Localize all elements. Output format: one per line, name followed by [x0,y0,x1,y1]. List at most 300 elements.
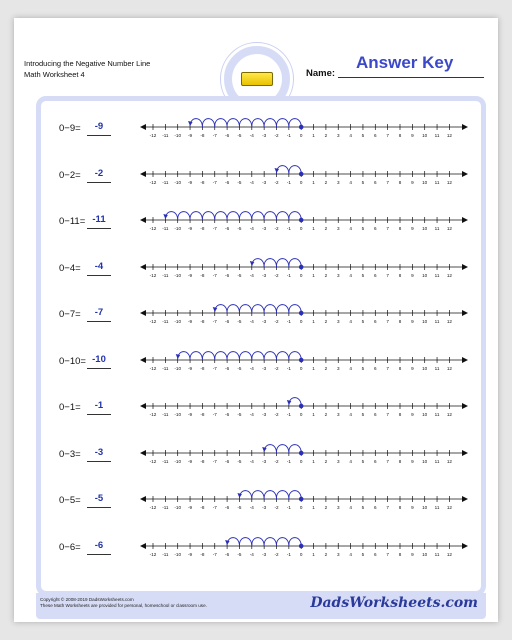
tick-label: 1 [312,551,315,557]
hop-arc [239,212,251,220]
left-arrow-icon [140,543,146,549]
tick-label: 11 [434,505,440,510]
tick-label: -4 [249,365,254,371]
tick-label: 7 [386,319,389,324]
tick-label: 4 [349,458,352,464]
tick-label: -12 [149,412,157,417]
problem-row [41,255,481,285]
tick-label: -11 [162,179,169,185]
tick-label: -1 [286,133,291,138]
hop-arc [264,491,276,499]
start-dot [299,264,304,269]
tick-label: -2 [274,133,279,138]
tick-label: -4 [249,412,254,417]
tick-label: -7 [212,505,217,510]
hop-arc [202,119,214,127]
problem-equation: 0−3= [59,448,81,460]
tick-label: 2 [324,458,328,464]
problem-equation: 0−4= [59,262,81,274]
tick-label: 12 [446,272,452,278]
tick-label: 12 [446,551,452,557]
tick-label: -9 [188,272,193,278]
tick-label: -3 [262,505,267,510]
tick-label: 2 [324,365,328,371]
problem-equation: 0−5= [59,495,81,506]
right-arrow-icon [462,496,468,502]
tick-label: -8 [200,272,205,278]
answer-field[interactable]: -6 [87,540,111,555]
tick-label: 1 [312,458,315,464]
tick-label: -3 [262,272,267,278]
number-line [139,301,469,331]
left-arrow-icon [140,450,146,456]
right-arrow-icon [462,450,468,456]
tick-label: -1 [286,412,291,417]
tick-label: 5 [361,319,365,324]
tick-label: 11 [434,133,440,138]
tick-label: 0 [299,319,303,324]
tick-label: -7 [212,551,217,557]
tick-label: 11 [434,272,440,278]
tick-label: -8 [200,412,205,417]
left-arrow-icon [140,403,146,409]
hop-arc [239,537,251,545]
tick-label: -9 [188,551,193,557]
tick-label: -2 [274,551,279,557]
problem-row [41,394,481,424]
tick-label: -7 [212,365,217,371]
tick-label: 3 [336,133,340,138]
start-dot [299,218,304,223]
tick-label: 12 [446,458,452,464]
tick-label: -5 [237,319,242,324]
tick-label: -10 [174,133,182,138]
hop-arrow-icon [287,400,292,405]
tick-label: -6 [225,551,230,557]
tick-label: 6 [374,226,377,231]
tick-label: 5 [361,412,365,417]
tick-label: -3 [262,133,267,138]
hop-arc [277,212,289,220]
hop-arc [239,351,251,359]
left-arrow-icon [140,264,146,270]
tick-label: -8 [200,179,205,185]
tick-label: -7 [212,226,217,231]
tick-label: 6 [374,458,377,464]
start-dot [299,357,304,362]
tick-label: -12 [149,505,157,510]
tick-label: -10 [174,505,182,510]
problem-equation: 0−6= [59,541,81,553]
tick-label: -1 [286,551,291,557]
hop-arrow-icon [188,121,193,126]
footer [36,593,486,619]
tick-label: 2 [324,133,328,138]
tick-label: -9 [188,319,193,324]
right-arrow-icon [462,403,468,409]
tick-label: 6 [374,319,377,324]
tick-label: -9 [188,179,193,185]
tick-label: -10 [174,272,182,278]
tick-label: 3 [336,179,340,185]
tick-label: -4 [249,272,254,278]
answer-field[interactable]: -1 [87,400,111,415]
tick-label: -6 [225,133,230,138]
tick-label: 11 [434,551,440,557]
hop-arc [264,305,276,313]
tick-label: -4 [249,505,254,510]
tick-label: 8 [398,458,402,464]
tick-label: -2 [274,319,279,324]
tick-label: -5 [237,551,242,557]
tick-label: -8 [200,505,205,510]
tick-label: 1 [312,365,315,371]
hop-arc [227,351,239,359]
hop-arc [252,537,264,545]
tick-label: 9 [411,226,414,231]
name-field-line [338,77,484,78]
answer-field[interactable]: -5 [87,493,111,508]
left-arrow-icon [140,496,146,502]
tick-label: -3 [262,551,267,557]
tick-label: -12 [149,226,157,231]
dadsworksheets-logo: DadsWorksheets.com [310,595,478,611]
tick-label: 8 [398,551,402,557]
problem-equation: 0−11= [59,216,86,227]
tick-label: -2 [274,412,279,417]
tick-label: -4 [249,551,254,557]
tick-label: 3 [336,505,340,510]
tick-label: 8 [398,319,402,324]
tick-label: -11 [162,365,169,371]
tick-label: 0 [299,272,303,278]
hop-arrow-icon [163,214,168,219]
tick-label: 5 [361,365,365,371]
tick-label: 4 [349,505,352,510]
tick-label: 8 [398,133,402,138]
tick-label: -2 [274,179,279,185]
tick-label: 9 [411,458,414,464]
tick-label: 10 [422,412,428,417]
tick-label: -1 [286,319,291,324]
tick-label: 11 [434,319,440,324]
tick-label: -7 [212,412,217,417]
tick-label: 6 [374,551,377,557]
tick-label: -8 [200,226,205,231]
tick-label: 7 [386,505,389,510]
tick-label: -8 [200,365,205,371]
tick-label: 2 [324,226,328,231]
tick-label: 10 [422,272,428,278]
tick-label: -6 [225,458,230,464]
tick-label: 10 [422,179,428,185]
tick-label: -10 [174,551,182,557]
tick-label: 10 [422,319,428,324]
title-line-1: Introducing the Negative Number Line [24,59,151,68]
tick-label: -10 [174,319,182,324]
left-arrow-icon [140,171,146,177]
problem-row [41,208,481,238]
hop-arc [215,119,227,127]
answer-field[interactable]: -11 [87,214,111,229]
number-line [139,534,469,564]
tick-label: 9 [411,505,414,510]
tick-label: 11 [434,179,440,185]
hop-arc [178,212,190,220]
tick-label: 11 [434,226,440,231]
tick-label: -11 [162,505,169,510]
tick-label: 9 [411,133,414,138]
tick-label: 3 [336,226,340,231]
tick-label: 4 [349,551,352,557]
tick-label: 4 [349,412,352,417]
tick-label: -3 [262,458,267,464]
tick-label: 9 [411,272,414,278]
answer-field[interactable]: -2 [87,168,111,183]
tick-label: -3 [262,319,267,324]
hop-arc [252,351,264,359]
tick-label: 10 [422,226,428,231]
name-label: Name: [306,68,336,79]
left-arrow-icon [140,357,146,363]
right-arrow-icon [462,264,468,270]
tick-label: -11 [162,458,169,464]
hop-arrow-icon [213,307,218,312]
hop-arc [227,305,239,313]
tick-label: 9 [411,179,414,185]
tick-label: 4 [349,365,352,371]
tick-label: -10 [174,226,182,231]
tick-label: -7 [212,179,217,185]
answer-field[interactable]: -10 [87,354,111,369]
tick-label: 4 [349,179,352,185]
tick-label: 5 [361,272,365,278]
answer-field[interactable]: -3 [87,447,111,462]
tick-label: -9 [188,133,193,138]
right-arrow-icon [462,357,468,363]
problem-equation: 0−1= [59,402,81,413]
tick-label: -4 [249,458,254,464]
tick-label: 5 [361,179,365,185]
tick-label: -4 [249,319,254,324]
problem-equation: 0−7= [59,309,81,320]
tick-label: -6 [225,319,230,324]
tick-label: -3 [262,226,267,231]
tick-label: -6 [225,272,230,278]
start-dot [299,450,304,455]
tick-label: -5 [237,179,242,185]
worksheet-page [14,18,498,622]
tick-label: 0 [299,505,303,510]
tick-label: -12 [149,319,157,324]
tick-label: 0 [299,133,303,138]
hop-arc [239,119,251,127]
tick-label: -11 [162,412,169,417]
tick-label: -2 [274,272,279,278]
tick-label: 0 [299,226,303,231]
tick-label: 3 [336,551,340,557]
hop-arc [227,119,239,127]
tick-label: 8 [398,505,402,510]
tick-label: 6 [374,365,377,371]
tick-label: 10 [422,458,428,464]
tick-label: 9 [411,412,414,417]
problem-row [41,441,481,471]
start-dot [299,543,304,548]
tick-label: 3 [336,319,340,324]
tick-label: 7 [386,133,389,138]
tick-label: 12 [446,179,452,185]
tick-label: 8 [398,412,402,417]
tick-label: 10 [422,365,428,371]
start-dot [299,311,304,316]
tick-label: 1 [312,505,315,510]
problem-equation: 0−2= [59,169,81,181]
tick-label: -8 [200,458,205,464]
tick-label: -8 [200,551,205,557]
tick-label: 7 [386,365,389,371]
tick-label: 7 [386,551,389,557]
tick-label: 12 [446,505,452,510]
hop-arc [277,444,289,452]
tick-label: -6 [225,226,230,231]
left-arrow-icon [140,217,146,223]
tick-label: 11 [434,412,440,417]
tick-label: -1 [286,272,291,278]
tick-label: 7 [386,272,389,278]
tick-label: -2 [274,505,279,510]
tick-label: 6 [374,412,377,417]
hop-arc [190,351,202,359]
hop-arc [190,212,202,220]
hop-arc [202,212,214,220]
tick-label: -10 [174,179,182,185]
tick-label: 5 [361,133,365,138]
tick-label: -2 [274,226,279,231]
problem-row [41,301,481,331]
tick-label: -12 [149,365,157,371]
tick-label: 10 [422,133,428,138]
tick-label: 4 [349,226,352,231]
hop-arc [264,212,276,220]
tick-label: 5 [361,226,365,231]
tick-label: -4 [249,133,254,138]
hop-arc [277,537,289,545]
hop-arc [277,491,289,499]
tick-label: 5 [361,505,365,510]
tick-label: -9 [188,505,193,510]
tick-label: 1 [312,133,315,138]
tick-label: 7 [386,179,389,185]
tick-label: 0 [299,551,303,557]
tick-label: -3 [262,365,267,371]
tick-label: -6 [225,179,230,185]
tick-label: -5 [237,133,242,138]
tick-label: 6 [374,133,377,138]
number-line [139,487,469,517]
tick-label: 2 [324,505,328,510]
hop-arc [264,351,276,359]
right-arrow-icon [462,310,468,316]
tick-label: -4 [249,226,254,231]
tick-label: 12 [446,365,452,371]
tick-label: 9 [411,319,414,324]
right-arrow-icon [462,124,468,130]
hop-arrow-icon [176,354,181,359]
tick-label: 8 [398,272,402,278]
tick-label: 11 [434,365,440,371]
tick-label: -7 [212,272,217,278]
tick-label: -2 [274,458,279,464]
tick-label: 12 [446,319,452,324]
answer-key-label: Answer Key [356,53,454,72]
tick-label: 12 [446,412,452,417]
title-line-2: Math Worksheet 4 [24,70,85,79]
tick-label: 12 [446,226,452,231]
tick-label: -1 [286,365,291,371]
hop-arc [239,305,251,313]
left-arrow-icon [140,124,146,130]
tick-label: -11 [162,226,169,231]
tick-label: -7 [212,458,217,464]
tick-label: -7 [212,133,217,138]
tick-label: 2 [324,179,328,185]
right-arrow-icon [462,217,468,223]
tick-label: 0 [299,179,303,185]
left-arrow-icon [140,310,146,316]
tick-label: 6 [374,272,377,278]
tick-label: 9 [411,365,414,371]
tick-label: 3 [336,365,340,371]
hop-arc [264,537,276,545]
tick-label: -4 [249,179,254,185]
number-line [139,348,469,378]
hop-arrow-icon [250,261,255,266]
tick-label: 2 [324,551,328,557]
hop-arc [264,119,276,127]
problem-row [41,534,481,564]
tick-label: -2 [274,365,279,371]
problems-frame [36,96,486,596]
tick-label: 8 [398,179,402,185]
tick-label: -8 [200,133,205,138]
tick-label: -11 [162,319,169,324]
hop-arc [277,119,289,127]
answer-field[interactable]: -4 [87,261,111,276]
hop-arc [277,351,289,359]
problem-row [41,162,481,192]
tick-label: 1 [312,272,315,278]
copyright-line: Copyright © 2008-2019 DadsWorksheets.com [40,597,134,602]
usage-notice: These Math Worksheets are provided for personal, homeschool or classroom use. [40,603,207,608]
hop-arrow-icon [225,540,230,545]
hop-arrow-icon [275,168,280,173]
tick-label: -10 [174,365,182,371]
hop-arrow-icon [237,493,242,498]
answer-field[interactable]: -9 [87,121,111,136]
hop-arc [252,491,264,499]
answer-field[interactable]: -7 [87,307,111,322]
number-line [139,394,469,424]
number-line [139,441,469,471]
tick-label: -11 [162,551,169,557]
tick-label: -6 [225,505,230,510]
problem-row [41,348,481,378]
tick-label: -7 [212,319,217,324]
hop-arc [277,258,289,266]
tick-label: 8 [398,226,402,231]
hop-arc [215,351,227,359]
